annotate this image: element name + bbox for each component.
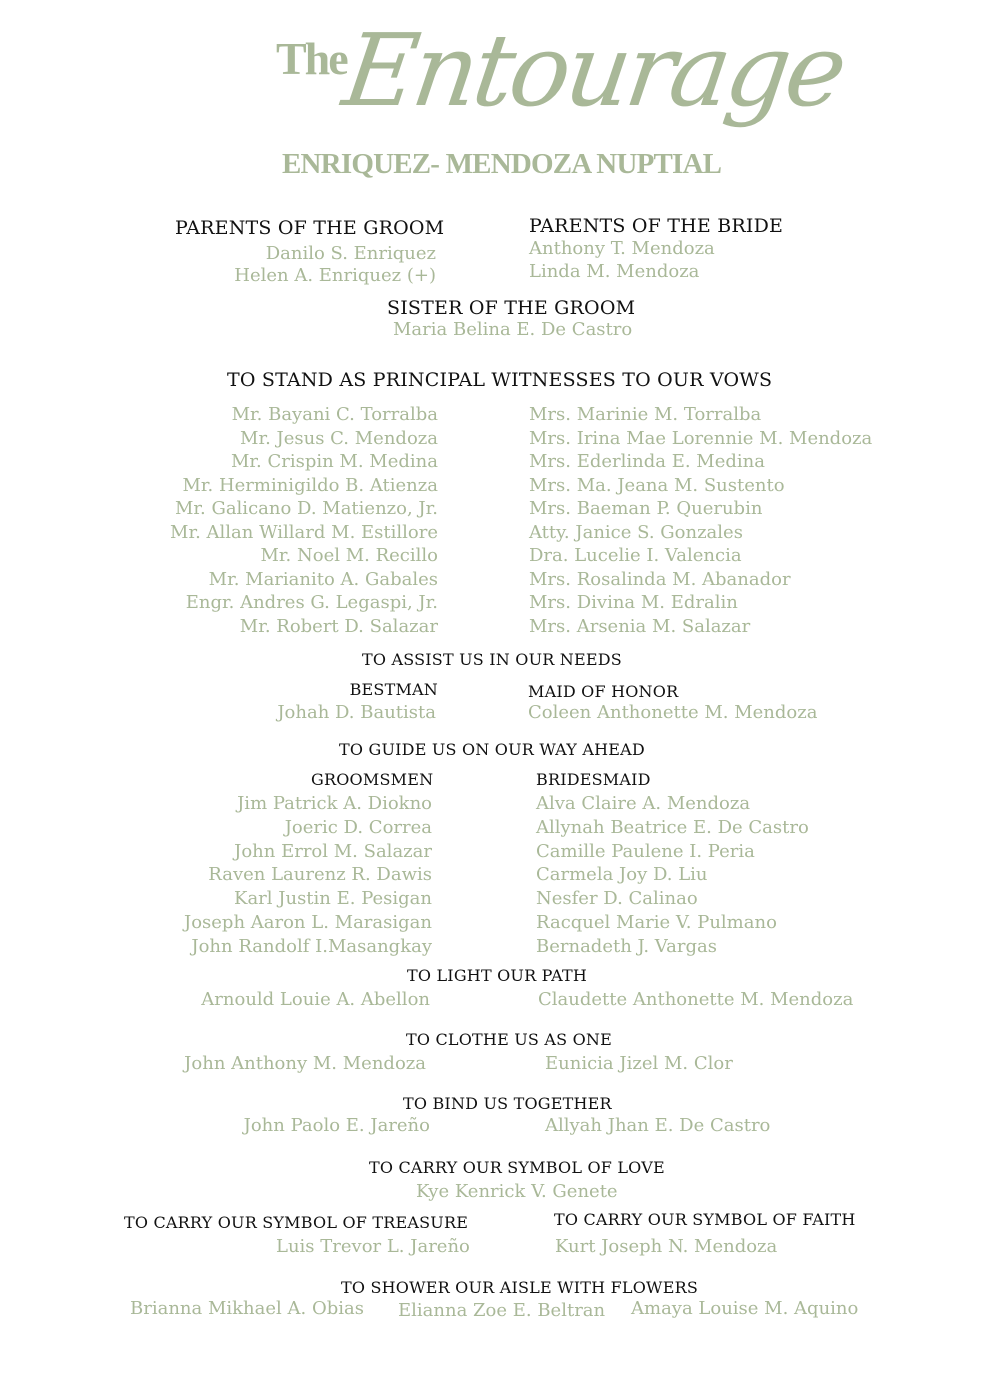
guide-heading: TO GUIDE US ON OUR WAY AHEAD	[339, 740, 645, 759]
principal-witnesses-right	[529, 403, 872, 638]
title-the: The	[276, 33, 347, 84]
love-name: Kye Kenrick V. Genete	[416, 1181, 618, 1202]
bridesmaid-name: Bernadeth J. Vargas	[536, 935, 717, 957]
witness-name: Mr. Allan Willard M. Estillore	[170, 521, 438, 543]
groomsman-name: Joeric D. Correa	[284, 816, 432, 838]
witness-name: Mr. Robert D. Salazar	[239, 615, 438, 637]
parents-groom-name: Helen A. Enriquez (+)	[234, 265, 436, 286]
parents-bride-name: Linda M. Mendoza	[529, 261, 700, 282]
assist-heading: TO ASSIST US IN OUR NEEDS	[362, 650, 622, 669]
witness-name: Mrs. Arsenia M. Salazar	[529, 615, 751, 637]
witness-name: Mr. Marianito A. Gabales	[208, 568, 438, 590]
bridesmaid-name: Allynah Beatrice E. De Castro	[536, 816, 809, 838]
bridesmaid-name: Alva Claire A. Mendoza	[536, 793, 751, 814]
bridesmaid-name: Camille Paulene I. Peria	[536, 840, 755, 862]
faith-heading: TO CARRY OUR SYMBOL OF FAITH	[554, 1210, 856, 1229]
flowers-heading: TO SHOWER OUR AISLE WITH FLOWERS	[341, 1278, 698, 1297]
bridesmaid-label: BRIDESMAID	[536, 770, 651, 789]
maid-of-honor-name: Coleen Anthonette M. Mendoza	[528, 702, 818, 723]
witness-name: Mr. Galicano D. Matienzo, Jr.	[174, 498, 438, 519]
sister-groom-heading: SISTER OF THE GROOM	[387, 297, 636, 319]
groomsmen-label: GROOMSMEN	[311, 770, 434, 789]
treasure-heading: TO CARRY OUR SYMBOL OF TREASURE	[124, 1213, 469, 1232]
parents-groom-name: Danilo S. Enriquez	[265, 243, 436, 264]
witness-name: Mrs. Baeman P. Querubin	[529, 498, 763, 519]
bridesmaid-list	[536, 792, 809, 959]
bind-left-name: John Paolo E. Jareño	[243, 1115, 430, 1136]
page-subtitle: ENRIQUEZ- MENDOZA NUPTIAL	[282, 148, 722, 180]
groomsman-name: John Randolf I.Masangkay	[191, 935, 432, 957]
parents-bride-heading: PARENTS OF THE BRIDE	[529, 215, 784, 237]
bind-right-name: Allyah Jhan E. De Castro	[545, 1115, 771, 1136]
bridesmaid-name: Racquel Marie V. Pulmano	[536, 911, 777, 933]
bestman-name: Johah D. Bautista	[277, 702, 436, 723]
witness-name: Mrs. Ederlinda E. Medina	[529, 451, 765, 472]
parents-bride-list	[529, 237, 715, 283]
groomsman-name: Jim Patrick A. Diokno	[237, 793, 432, 814]
maid-of-honor-label: MAID OF HONOR	[528, 682, 679, 701]
witness-name: Mrs. Irina Mae Lorennie M. Mendoza	[529, 427, 873, 449]
groomsman-name: Joseph Aaron L. Marasigan	[183, 911, 432, 933]
bind-heading: TO BIND US TOGETHER	[403, 1094, 612, 1113]
faith-name: Kurt Joseph N. Mendoza	[555, 1236, 778, 1257]
sister-groom-name: Maria Belina E. De Castro	[393, 319, 633, 340]
groomsman-name: Raven Laurenz R. Dawis	[208, 864, 432, 886]
groomsman-name: John Errol M. Salazar	[234, 840, 432, 862]
witness-name: Mr. Jesus C. Mendoza	[240, 427, 438, 449]
witness-name: Mr. Bayani C. Torralba	[231, 404, 438, 425]
witness-name: Mrs. Divina M. Edralin	[529, 592, 738, 613]
witness-name: Engr. Andres G. Legaspi, Jr.	[185, 592, 438, 613]
bridesmaid-name: Carmela Joy D. Liu	[536, 864, 708, 886]
bridesmaid-name: Nesfer D. Calinao	[536, 888, 698, 910]
clothe-left-name: John Anthony M. Mendoza	[184, 1053, 426, 1074]
parents-groom-heading: PARENTS OF THE GROOM	[175, 217, 445, 239]
witness-name: Mr. Crispin M. Medina	[230, 451, 438, 472]
principal-witnesses-left	[170, 403, 438, 638]
parents-bride-name: Anthony T. Mendoza	[529, 238, 715, 259]
flower-girl-name: Amaya Louise M. Aquino	[631, 1298, 859, 1319]
light-right-name: Claudette Anthonette M. Mendoza	[538, 989, 854, 1010]
witness-name: Mrs. Ma. Jeana M. Sustento	[529, 474, 785, 496]
clothe-right-name: Eunicia Jizel M. Clor	[545, 1053, 733, 1074]
bestman-label: BESTMAN	[349, 680, 438, 699]
witness-name: Mr. Noel M. Recillo	[260, 545, 438, 566]
flower-girl-name: Elianna Zoe E. Beltran	[398, 1300, 606, 1321]
title-entourage: Entourage	[336, 12, 851, 129]
groomsmen-list	[184, 792, 432, 959]
principal-witnesses-heading: TO STAND AS PRINCIPAL WITNESSES TO OUR VOWS	[227, 369, 773, 391]
witness-name: Mrs. Marinie M. Torralba	[529, 404, 762, 425]
witness-name: Mrs. Rosalinda M. Abanador	[529, 568, 791, 590]
witness-name: Atty. Janice S. Gonzales	[529, 521, 743, 543]
light-left-name: Arnould Louie A. Abellon	[201, 989, 430, 1010]
parents-groom-list	[234, 243, 436, 287]
light-heading: TO LIGHT OUR PATH	[407, 966, 588, 985]
clothe-heading: TO CLOTHE US AS ONE	[406, 1030, 612, 1049]
flower-girl-name: Brianna Mikhael A. Obias	[130, 1298, 364, 1319]
witness-name: Dra. Lucelie I. Valencia	[529, 545, 742, 566]
groomsman-name: Karl Justin E. Pesigan	[234, 888, 432, 910]
love-heading: TO CARRY OUR SYMBOL OF LOVE	[369, 1158, 665, 1177]
witness-name: Mr. Herminigildo B. Atienza	[182, 474, 438, 496]
treasure-name: Luis Trevor L. Jareño	[276, 1236, 470, 1257]
